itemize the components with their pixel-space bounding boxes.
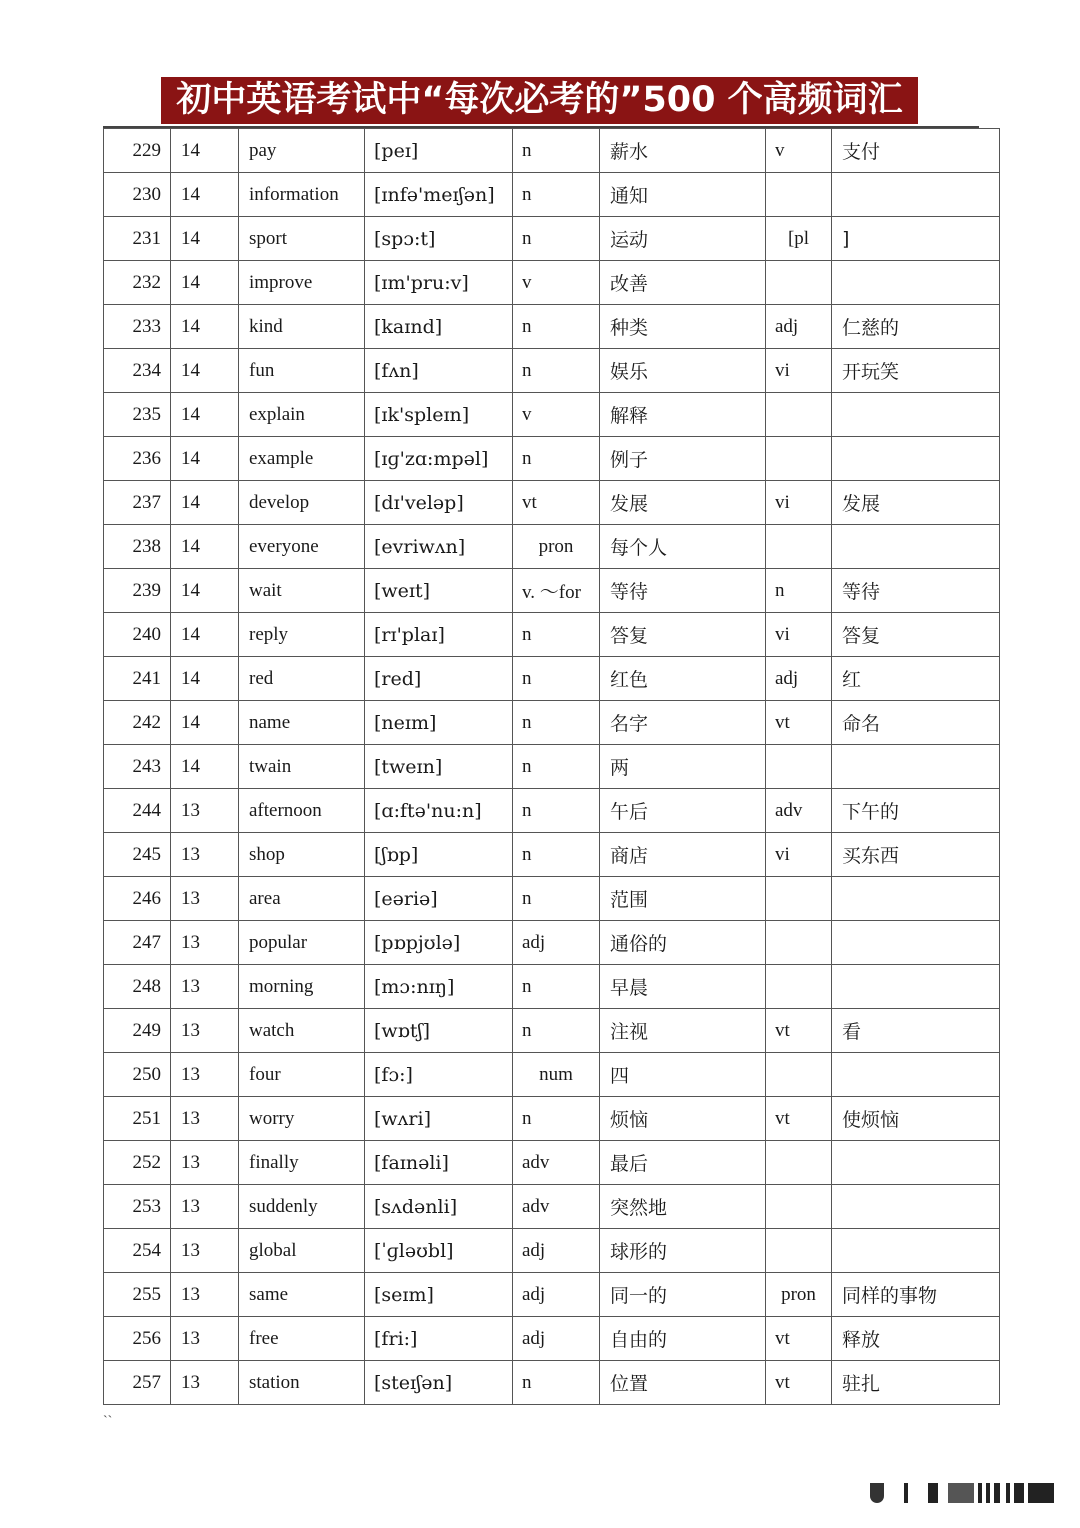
table-row — [104, 789, 1000, 833]
phonetic-transcription: [red] — [365, 657, 513, 701]
english-word: everyone — [239, 525, 365, 569]
frequency-count: 13 — [171, 1141, 239, 1185]
frequency-count: 14 — [171, 349, 239, 393]
chinese-meaning-secondary: 开玩笑 — [832, 349, 1000, 393]
frequency-count: 14 — [171, 261, 239, 305]
frequency-count: 14 — [171, 701, 239, 745]
chinese-meaning-primary: 球形的 — [600, 1229, 766, 1273]
part-of-speech-secondary — [766, 745, 832, 789]
table-row — [104, 1273, 1000, 1317]
chinese-meaning-secondary: ] — [832, 217, 1000, 261]
chinese-meaning-primary: 答复 — [600, 613, 766, 657]
frequency-count: 13 — [171, 1361, 239, 1405]
frequency-count: 14 — [171, 173, 239, 217]
table-row — [104, 965, 1000, 1009]
table-row — [104, 1097, 1000, 1141]
entry-number: 242 — [104, 701, 171, 745]
english-word: watch — [239, 1009, 365, 1053]
entry-number: 234 — [104, 349, 171, 393]
part-of-speech-primary: n — [513, 877, 600, 921]
phonetic-transcription: [fri:] — [365, 1317, 513, 1361]
english-word: name — [239, 701, 365, 745]
part-of-speech-primary: adj — [513, 1229, 600, 1273]
table-row — [104, 217, 1000, 261]
english-word: finally — [239, 1141, 365, 1185]
part-of-speech-secondary — [766, 173, 832, 217]
frequency-count: 14 — [171, 437, 239, 481]
table-row — [104, 745, 1000, 789]
chinese-meaning-primary: 同一的 — [600, 1273, 766, 1317]
english-word: reply — [239, 613, 365, 657]
frequency-count: 14 — [171, 613, 239, 657]
entry-number: 241 — [104, 657, 171, 701]
chinese-meaning-primary: 早晨 — [600, 965, 766, 1009]
part-of-speech-primary: num — [513, 1053, 600, 1097]
phonetic-transcription: [ɑ:ftə'nu:n] — [365, 789, 513, 833]
part-of-speech-secondary — [766, 965, 832, 1009]
entry-number: 230 — [104, 173, 171, 217]
frequency-count: 13 — [171, 789, 239, 833]
table-row — [104, 1141, 1000, 1185]
english-word: four — [239, 1053, 365, 1097]
entry-number: 233 — [104, 305, 171, 349]
chinese-meaning-secondary: 支付 — [832, 129, 1000, 173]
english-word: pay — [239, 129, 365, 173]
part-of-speech-primary: n — [513, 1009, 600, 1053]
english-word: popular — [239, 921, 365, 965]
english-word: wait — [239, 569, 365, 613]
english-word: afternoon — [239, 789, 365, 833]
english-word: twain — [239, 745, 365, 789]
part-of-speech-primary: n — [513, 1361, 600, 1405]
vocabulary-table — [103, 128, 1000, 1405]
table-row — [104, 261, 1000, 305]
chinese-meaning-secondary — [832, 745, 1000, 789]
entry-number: 255 — [104, 1273, 171, 1317]
chinese-meaning-primary: 突然地 — [600, 1185, 766, 1229]
table-row — [104, 393, 1000, 437]
part-of-speech-primary: v. ～for — [513, 569, 600, 613]
frequency-count: 14 — [171, 525, 239, 569]
part-of-speech-primary: n — [513, 789, 600, 833]
part-of-speech-primary: n — [513, 745, 600, 789]
part-of-speech-secondary — [766, 1053, 832, 1097]
english-word: improve — [239, 261, 365, 305]
english-word: explain — [239, 393, 365, 437]
chinese-meaning-secondary — [832, 393, 1000, 437]
chinese-meaning-primary: 种类 — [600, 305, 766, 349]
english-word: kind — [239, 305, 365, 349]
part-of-speech-secondary: v — [766, 129, 832, 173]
frequency-count: 13 — [171, 965, 239, 1009]
phonetic-transcription: [steɪʃən] — [365, 1361, 513, 1405]
chinese-meaning-secondary — [832, 1185, 1000, 1229]
part-of-speech-secondary: vt — [766, 1009, 832, 1053]
part-of-speech-primary: pron — [513, 525, 600, 569]
chinese-meaning-primary: 自由的 — [600, 1317, 766, 1361]
chinese-meaning-secondary — [832, 1229, 1000, 1273]
entry-number: 254 — [104, 1229, 171, 1273]
part-of-speech-primary: n — [513, 437, 600, 481]
english-word: sport — [239, 217, 365, 261]
table-row — [104, 1361, 1000, 1405]
entry-number: 237 — [104, 481, 171, 525]
part-of-speech-primary: n — [513, 129, 600, 173]
chinese-meaning-primary: 运动 — [600, 217, 766, 261]
phonetic-transcription: [fɔ:] — [365, 1053, 513, 1097]
part-of-speech-secondary: vt — [766, 1097, 832, 1141]
frequency-count: 13 — [171, 921, 239, 965]
part-of-speech-primary: v — [513, 393, 600, 437]
phonetic-transcription: [rɪ'plaɪ] — [365, 613, 513, 657]
part-of-speech-primary: n — [513, 965, 600, 1009]
entry-number: 238 — [104, 525, 171, 569]
part-of-speech-primary: n — [513, 833, 600, 877]
phonetic-transcription: [ˈɡləʊbl] — [365, 1229, 513, 1273]
english-word: shop — [239, 833, 365, 877]
chinese-meaning-primary: 解释 — [600, 393, 766, 437]
chinese-meaning-secondary — [832, 1053, 1000, 1097]
chinese-meaning-secondary: 红 — [832, 657, 1000, 701]
part-of-speech-secondary: adj — [766, 657, 832, 701]
chinese-meaning-secondary: 释放 — [832, 1317, 1000, 1361]
entry-number: 244 — [104, 789, 171, 833]
english-word: information — [239, 173, 365, 217]
part-of-speech-primary: adv — [513, 1185, 600, 1229]
frequency-count: 13 — [171, 877, 239, 921]
chinese-meaning-secondary — [832, 1141, 1000, 1185]
entry-number: 247 — [104, 921, 171, 965]
chinese-meaning-primary: 每个人 — [600, 525, 766, 569]
table-row — [104, 481, 1000, 525]
part-of-speech-primary: adv — [513, 1141, 600, 1185]
part-of-speech-secondary: vi — [766, 613, 832, 657]
chinese-meaning-secondary — [832, 921, 1000, 965]
chinese-meaning-primary: 通知 — [600, 173, 766, 217]
frequency-count: 14 — [171, 745, 239, 789]
table-row — [104, 569, 1000, 613]
table-row — [104, 1229, 1000, 1273]
frequency-count: 14 — [171, 657, 239, 701]
table-row — [104, 921, 1000, 965]
frequency-count: 14 — [171, 217, 239, 261]
frequency-count: 14 — [171, 481, 239, 525]
entry-number: 251 — [104, 1097, 171, 1141]
english-word: worry — [239, 1097, 365, 1141]
part-of-speech-primary: n — [513, 613, 600, 657]
chinese-meaning-secondary — [832, 173, 1000, 217]
part-of-speech-primary: adj — [513, 1273, 600, 1317]
chinese-meaning-primary: 通俗的 — [600, 921, 766, 965]
phonetic-transcription: [dɪ'veləp] — [365, 481, 513, 525]
chinese-meaning-primary: 例子 — [600, 437, 766, 481]
phonetic-transcription: [ʃɒp] — [365, 833, 513, 877]
part-of-speech-secondary — [766, 921, 832, 965]
phonetic-transcription: [sʌdənli] — [365, 1185, 513, 1229]
part-of-speech-primary: n — [513, 217, 600, 261]
phonetic-transcription: [peɪ] — [365, 129, 513, 173]
part-of-speech-secondary — [766, 437, 832, 481]
chinese-meaning-primary: 薪水 — [600, 129, 766, 173]
chinese-meaning-primary: 商店 — [600, 833, 766, 877]
page-bottom-decoration — [862, 1483, 1062, 1505]
entry-number: 236 — [104, 437, 171, 481]
chinese-meaning-primary: 两 — [600, 745, 766, 789]
phonetic-transcription: [spɔ:t] — [365, 217, 513, 261]
part-of-speech-secondary — [766, 261, 832, 305]
page-title: 初中英语考试中“每次必考的”500 个高频词汇 — [161, 77, 918, 124]
phonetic-transcription: [eəriə] — [365, 877, 513, 921]
chinese-meaning-secondary — [832, 965, 1000, 1009]
phonetic-transcription: [ɪnfə'meɪʃən] — [365, 173, 513, 217]
phonetic-transcription: [pɒpjʊlə] — [365, 921, 513, 965]
phonetic-transcription: [tweɪn] — [365, 745, 513, 789]
phonetic-transcription: [mɔ:nɪŋ] — [365, 965, 513, 1009]
entry-number: 249 — [104, 1009, 171, 1053]
chinese-meaning-primary: 娱乐 — [600, 349, 766, 393]
part-of-speech-primary: vt — [513, 481, 600, 525]
table-row — [104, 613, 1000, 657]
part-of-speech-primary: n — [513, 701, 600, 745]
phonetic-transcription: [neɪm] — [365, 701, 513, 745]
part-of-speech-secondary: [pl — [766, 217, 832, 261]
frequency-count: 14 — [171, 569, 239, 613]
frequency-count: 13 — [171, 1009, 239, 1053]
table-row — [104, 173, 1000, 217]
entry-number: 243 — [104, 745, 171, 789]
part-of-speech-secondary: vt — [766, 701, 832, 745]
entry-number: 246 — [104, 877, 171, 921]
phonetic-transcription: [seɪm] — [365, 1273, 513, 1317]
part-of-speech-secondary — [766, 393, 832, 437]
chinese-meaning-primary: 等待 — [600, 569, 766, 613]
part-of-speech-secondary: pron — [766, 1273, 832, 1317]
phonetic-transcription: [ɪk'spleɪn] — [365, 393, 513, 437]
phonetic-transcription: [kaɪnd] — [365, 305, 513, 349]
chinese-meaning-secondary — [832, 261, 1000, 305]
english-word: same — [239, 1273, 365, 1317]
vocabulary-table-body — [104, 129, 1000, 1405]
english-word: global — [239, 1229, 365, 1273]
chinese-meaning-primary: 注视 — [600, 1009, 766, 1053]
part-of-speech-primary: n — [513, 305, 600, 349]
table-row — [104, 437, 1000, 481]
chinese-meaning-primary: 四 — [600, 1053, 766, 1097]
phonetic-transcription: [wɒtʃ] — [365, 1009, 513, 1053]
part-of-speech-secondary: vi — [766, 833, 832, 877]
part-of-speech-secondary — [766, 877, 832, 921]
chinese-meaning-secondary: 命名 — [832, 701, 1000, 745]
part-of-speech-secondary: vt — [766, 1317, 832, 1361]
part-of-speech-primary: n — [513, 1097, 600, 1141]
chinese-meaning-primary: 红色 — [600, 657, 766, 701]
chinese-meaning-primary: 烦恼 — [600, 1097, 766, 1141]
chinese-meaning-primary: 名字 — [600, 701, 766, 745]
chinese-meaning-secondary: 等待 — [832, 569, 1000, 613]
frequency-count: 13 — [171, 1053, 239, 1097]
frequency-count: 13 — [171, 1273, 239, 1317]
chinese-meaning-primary: 发展 — [600, 481, 766, 525]
entry-number: 248 — [104, 965, 171, 1009]
frequency-count: 14 — [171, 305, 239, 349]
frequency-count: 13 — [171, 1097, 239, 1141]
part-of-speech-secondary — [766, 1141, 832, 1185]
table-row — [104, 877, 1000, 921]
table-row — [104, 833, 1000, 877]
table-row — [104, 1185, 1000, 1229]
chinese-meaning-primary: 午后 — [600, 789, 766, 833]
english-word: red — [239, 657, 365, 701]
chinese-meaning-secondary: 使烦恼 — [832, 1097, 1000, 1141]
english-word: suddenly — [239, 1185, 365, 1229]
part-of-speech-primary: n — [513, 349, 600, 393]
phonetic-transcription: [ɪɡ'zɑ:mpəl] — [365, 437, 513, 481]
chinese-meaning-secondary: 下午的 — [832, 789, 1000, 833]
table-row — [104, 1053, 1000, 1097]
english-word: free — [239, 1317, 365, 1361]
entry-number: 239 — [104, 569, 171, 613]
frequency-count: 14 — [171, 393, 239, 437]
chinese-meaning-secondary — [832, 877, 1000, 921]
frequency-count: 14 — [171, 129, 239, 173]
table-row — [104, 1317, 1000, 1361]
entry-number: 253 — [104, 1185, 171, 1229]
chinese-meaning-secondary: 发展 — [832, 481, 1000, 525]
entry-number: 256 — [104, 1317, 171, 1361]
english-word: example — [239, 437, 365, 481]
chinese-meaning-primary: 改善 — [600, 261, 766, 305]
part-of-speech-primary: n — [513, 173, 600, 217]
part-of-speech-secondary — [766, 1185, 832, 1229]
chinese-meaning-secondary: 买东西 — [832, 833, 1000, 877]
english-word: morning — [239, 965, 365, 1009]
entry-number: 245 — [104, 833, 171, 877]
entry-number: 257 — [104, 1361, 171, 1405]
phonetic-transcription: [faɪnəli] — [365, 1141, 513, 1185]
phonetic-transcription: [ɪm'pru:v] — [365, 261, 513, 305]
part-of-speech-secondary: adv — [766, 789, 832, 833]
part-of-speech-primary: adj — [513, 921, 600, 965]
chinese-meaning-secondary: 同样的事物 — [832, 1273, 1000, 1317]
table-row — [104, 525, 1000, 569]
entry-number: 229 — [104, 129, 171, 173]
table-row — [104, 701, 1000, 745]
footnote-mark: `` — [103, 1414, 113, 1429]
frequency-count: 13 — [171, 833, 239, 877]
table-row — [104, 349, 1000, 393]
part-of-speech-secondary: vt — [766, 1361, 832, 1405]
entry-number: 240 — [104, 613, 171, 657]
part-of-speech-primary: n — [513, 657, 600, 701]
entry-number: 252 — [104, 1141, 171, 1185]
entry-number: 231 — [104, 217, 171, 261]
chinese-meaning-secondary: 答复 — [832, 613, 1000, 657]
english-word: fun — [239, 349, 365, 393]
part-of-speech-secondary: vi — [766, 481, 832, 525]
table-row — [104, 1009, 1000, 1053]
english-word: area — [239, 877, 365, 921]
chinese-meaning-primary: 最后 — [600, 1141, 766, 1185]
part-of-speech-secondary: adj — [766, 305, 832, 349]
english-word: station — [239, 1361, 365, 1405]
entry-number: 232 — [104, 261, 171, 305]
chinese-meaning-secondary: 驻扎 — [832, 1361, 1000, 1405]
chinese-meaning-secondary: 看 — [832, 1009, 1000, 1053]
phonetic-transcription: [fʌn] — [365, 349, 513, 393]
phonetic-transcription: [wʌri] — [365, 1097, 513, 1141]
phonetic-transcription: [evriwʌn] — [365, 525, 513, 569]
english-word: develop — [239, 481, 365, 525]
part-of-speech-secondary — [766, 525, 832, 569]
chinese-meaning-secondary — [832, 525, 1000, 569]
entry-number: 250 — [104, 1053, 171, 1097]
phonetic-transcription: [weɪt] — [365, 569, 513, 613]
part-of-speech-secondary — [766, 1229, 832, 1273]
chinese-meaning-secondary: 仁慈的 — [832, 305, 1000, 349]
frequency-count: 13 — [171, 1185, 239, 1229]
part-of-speech-primary: adj — [513, 1317, 600, 1361]
part-of-speech-secondary: n — [766, 569, 832, 613]
chinese-meaning-secondary — [832, 437, 1000, 481]
table-row — [104, 305, 1000, 349]
entry-number: 235 — [104, 393, 171, 437]
frequency-count: 13 — [171, 1229, 239, 1273]
chinese-meaning-primary: 范围 — [600, 877, 766, 921]
part-of-speech-secondary: vi — [766, 349, 832, 393]
part-of-speech-primary: v — [513, 261, 600, 305]
chinese-meaning-primary: 位置 — [600, 1361, 766, 1405]
table-row — [104, 657, 1000, 701]
table-row — [104, 129, 1000, 173]
frequency-count: 13 — [171, 1317, 239, 1361]
